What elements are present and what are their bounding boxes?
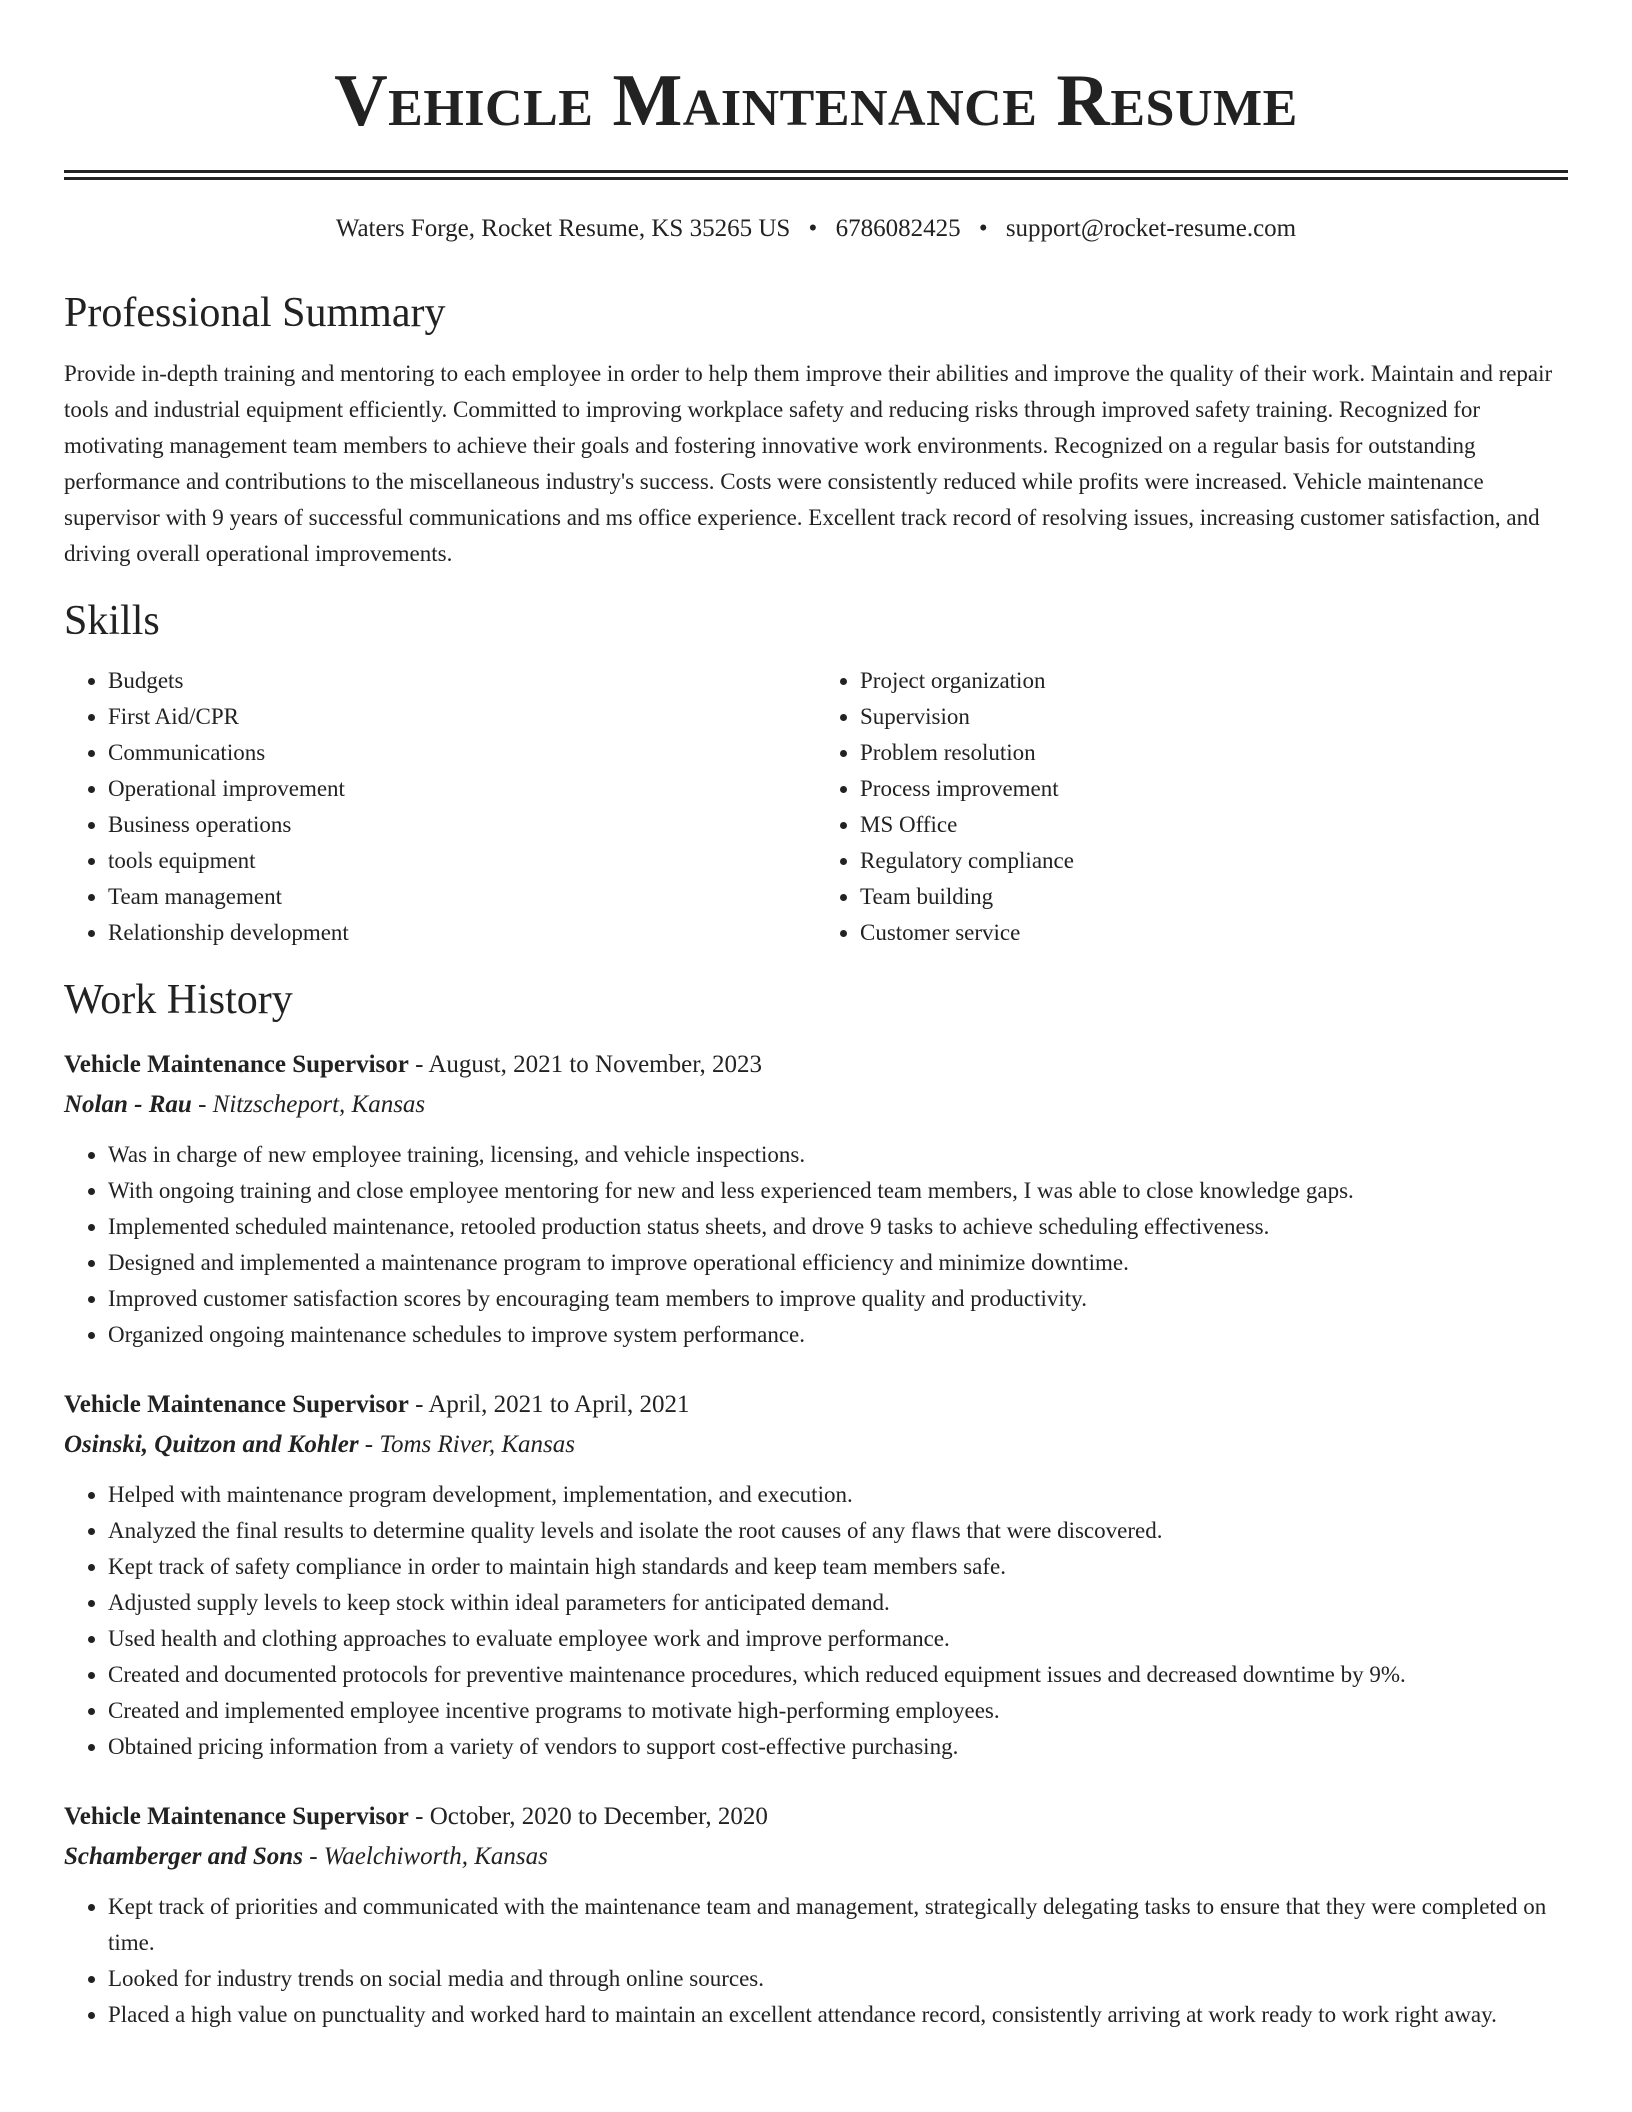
work-history-heading: Work History	[64, 976, 293, 1023]
skill-item: • Business operations	[108, 807, 816, 843]
job-bullet: • Obtained pricing information from a variety of vendors to support cost-effective purchasing.	[108, 1729, 1568, 1765]
contact-address: Waters Forge, Rocket Resume, KS 35265 US	[335, 215, 791, 242]
skill-item: • Process improvement	[860, 771, 1568, 807]
job-bullets	[64, 1889, 1568, 2033]
job-title-line	[64, 1045, 1568, 1085]
company-dash: -	[364, 1431, 380, 1459]
job-bullet: • Looked for industry trends on social media and through online sources.	[108, 1961, 1568, 1997]
job-bullet: • Helped with maintenance program development, implementation, and execution.	[108, 1477, 1568, 1513]
skill-item: • Communications	[108, 735, 816, 771]
job-bullets	[64, 1477, 1568, 1765]
skill-item: • Operational improvement	[108, 771, 816, 807]
job-dash: -	[415, 1051, 429, 1079]
job-bullet: • Analyzed the final results to determine quality levels and isolate the root causes of any flaws that were discovered.	[108, 1513, 1568, 1549]
skill-item: • Project organization	[860, 663, 1568, 699]
company-dash: -	[198, 1091, 213, 1119]
company-line	[64, 1425, 1568, 1465]
resume-title: Vehicle Maintenance Resume	[334, 60, 1298, 142]
skill-item: • Regulatory compliance	[860, 843, 1568, 879]
job-bullet: • Kept track of priorities and communicated with the maintenance team and management, strategically delegating tasks to ensure that they were completed on time.	[108, 1889, 1568, 1961]
job-title: Vehicle Maintenance Supervisor	[64, 1391, 409, 1419]
title-double-rule	[64, 170, 1568, 180]
job-bullet: • Adjusted supply levels to keep stock within ideal parameters for anticipated demand.	[108, 1585, 1568, 1621]
contact-phone: 6786082425	[835, 215, 961, 242]
company-name: Nolan - Rau	[64, 1091, 192, 1119]
skill-item: • Customer service	[860, 915, 1568, 951]
summary-heading: Professional Summary	[64, 290, 446, 336]
job-bullet: • Placed a high value on punctuality and worked hard to maintain an excellent attendance record, consistently arriving at work ready to work right away.	[108, 1997, 1568, 2033]
job-bullet: • Implemented scheduled maintenance, retooled production status sheets, and drove 9 tasks to achieve scheduling effectiveness.	[108, 1209, 1568, 1245]
job-bullet: • Created and implemented employee incentive programs to motivate high-performing employees.	[108, 1693, 1568, 1729]
job-bullets	[64, 1137, 1568, 1353]
skill-item: • Relationship development	[108, 915, 816, 951]
job-title-line	[64, 1385, 1568, 1425]
job-bullet: • Used health and clothing approaches to evaluate employee work and improve performance.	[108, 1621, 1568, 1657]
job-entry	[64, 1797, 1568, 2033]
company-name: Osinski, Quitzon and Kohler	[64, 1431, 359, 1459]
job-dash: -	[415, 1803, 430, 1831]
job-bullet: • Designed and implemented a maintenance program to improve operational efficiency and minimize downtime.	[108, 1245, 1568, 1281]
skill-item: • MS Office	[860, 807, 1568, 843]
skills-list-right	[816, 663, 1568, 951]
company-line	[64, 1837, 1568, 1877]
job-bullet: • Created and documented protocols for preventive maintenance procedures, which reduced equipment issues and decreased downtime by 9%.	[108, 1657, 1568, 1693]
job-entry	[64, 1045, 1568, 1353]
job-bullet: • With ongoing training and close employee mentoring for new and less experienced team members, I was able to close knowledge gaps.	[108, 1173, 1568, 1209]
contact-separator: •	[808, 215, 818, 242]
company-location: Nitzscheport, Kansas	[212, 1091, 426, 1119]
job-title-line	[64, 1797, 1568, 1837]
company-location: Waelchiworth, Kansas	[323, 1843, 548, 1871]
skills-list-left	[64, 663, 816, 951]
job-entry	[64, 1385, 1568, 1765]
contact-email: support@rocket-resume.com	[1005, 215, 1297, 242]
skill-item: • Problem resolution	[860, 735, 1568, 771]
job-title: Vehicle Maintenance Supervisor	[64, 1051, 409, 1079]
skills-grid	[64, 663, 1568, 951]
summary-text: Provide in-depth training and mentoring to each employee in order to help them improve their abilities and improve the quality of their work. Maintain and repair tools and industrial equipment efficiently. Committed to improving workplace safety and reducing risks through improved safety training. Recognized for motivating management team members to achieve their goals and fostering innovative work environments. Recognized on a regular basis for outstanding performance and contributions to the miscellaneous industry's success. Costs were consistently reduced while profits were increased. Vehicle maintenance supervisor with 9 years of successful communications and ms office experience. Excellent track record of resolving issues, increasing customer satisfaction, and driving overall operational improvements.	[64, 361, 1553, 567]
job-dates: August, 2021 to November, 2023	[428, 1051, 763, 1079]
skills-heading: Skills	[64, 598, 160, 645]
skill-item: • Team building	[860, 879, 1568, 915]
job-dates: October, 2020 to December, 2020	[429, 1803, 768, 1831]
job-bullet: • Improved customer satisfaction scores by encouraging team members to improve quality and productivity.	[108, 1281, 1568, 1317]
skill-item: • First Aid/CPR	[108, 699, 816, 735]
job-bullet: • Was in charge of new employee training, licensing, and vehicle inspections.	[108, 1137, 1568, 1173]
skill-item: • Supervision	[860, 699, 1568, 735]
skill-item: • tools equipment	[108, 843, 816, 879]
job-title: Vehicle Maintenance Supervisor	[64, 1803, 409, 1831]
job-dash: -	[415, 1391, 429, 1419]
skill-item: • Team management	[108, 879, 816, 915]
company-line	[64, 1085, 1568, 1125]
job-bullet: • Organized ongoing maintenance schedules to improve system performance.	[108, 1317, 1568, 1353]
company-dash: -	[309, 1843, 324, 1871]
job-dates: April, 2021 to April, 2021	[428, 1391, 690, 1419]
skill-item: • Budgets	[108, 663, 816, 699]
contact-line	[64, 214, 1568, 244]
company-name: Schamberger and Sons	[64, 1843, 303, 1871]
job-bullet: • Kept track of safety compliance in order to maintain high standards and keep team members safe.	[108, 1549, 1568, 1585]
company-location: Toms River, Kansas	[379, 1431, 576, 1459]
contact-separator: •	[978, 215, 988, 242]
